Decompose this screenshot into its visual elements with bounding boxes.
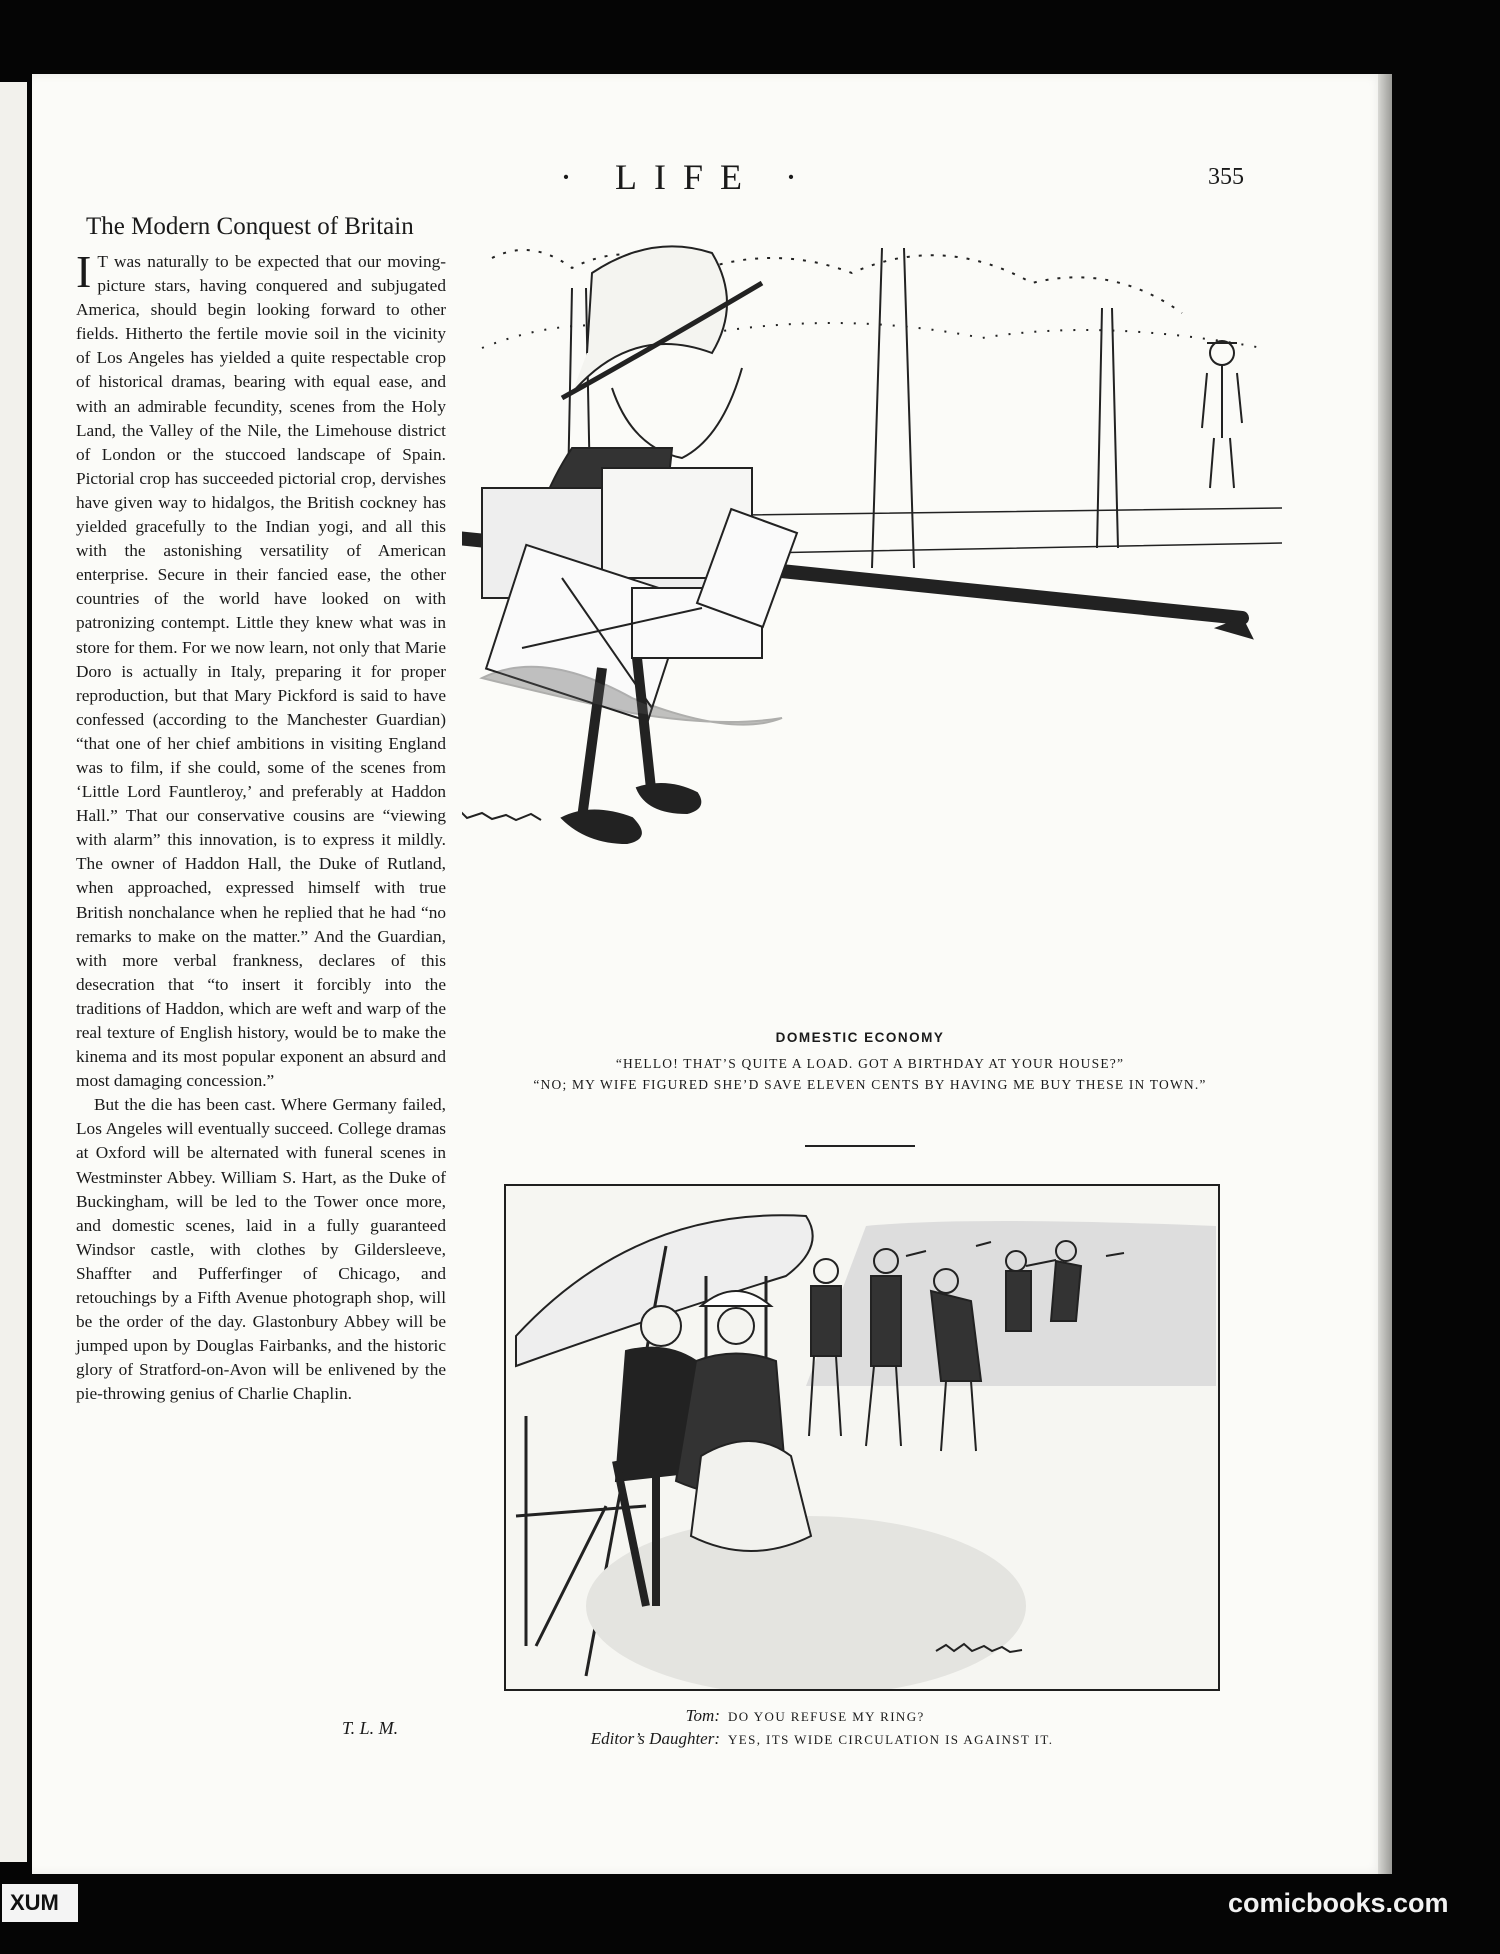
page-number: 355 xyxy=(1208,164,1244,190)
page-gutter-shadow xyxy=(1378,74,1392,1874)
watermark-site: comicbooks.com xyxy=(1228,1888,1449,1918)
beach-caption-line-1: DO YOU REFUSE MY RING? xyxy=(728,1709,925,1724)
article-title: The Modern Conquest of Britain xyxy=(86,213,414,240)
scan-stamp: XUM xyxy=(2,1884,78,1922)
previous-page-edge xyxy=(0,82,27,1862)
beach-caption-row-1 xyxy=(560,1705,1260,1728)
domestic-economy-caption xyxy=(520,1053,1220,1095)
beach-ring-illustration xyxy=(504,1184,1220,1691)
speaker-tom: Tom: xyxy=(685,1706,720,1725)
article-body xyxy=(76,246,446,1407)
article-paragraph-1 xyxy=(76,246,446,1093)
beach-caption-line-2: YES, ITS WIDE CIRCULATION IS AGAINST IT. xyxy=(728,1732,1054,1747)
article-paragraph-2: But the die has been cast. Where Germany failed, Los Angeles will eventually succeed. College dramas at Oxford will be alternated with funeral scenes in Westminster Abbey. William S. Hart, as the Duke of Buckingham, will be led to the Tower once more, and domestic scenes, laid in a fully guaranteed Windsor castle, with clothes by Gildersleeve, Shaffter and Pufferfinger of Chicago, and retouchings by a Fifth Avenue photograph shop, will be the order of the day. Glastonbury Abbey will be jumped upon by Douglas Fairbanks, and the historic glory of Stratford-on-Avon will be enlivened by the pie-throwing genius of Charlie Chaplin. xyxy=(76,1095,446,1404)
drop-cap: I xyxy=(76,246,92,297)
article-signature: T. L. M. xyxy=(342,1718,399,1738)
domestic-economy-caption-line-1: “HELLO! THAT’S QUITE A LOAD. GOT A BIRTHDAY AT YOUR HOUSE?” xyxy=(615,1056,1125,1071)
domestic-economy-illustration xyxy=(462,228,1314,1018)
article-paragraph-1-text: T was naturally to be expected that our moving-picture stars, having conquered and subjugated America, should begin looking forward to other fields. Hitherto the fertile movie soil in the vicinity of Los Angeles has yielded a quite respectable crop of historical dramas, bearing with equal ease, and with an admirable fecundity, scenes from the Holy Land, the Valley of the Nile, the Limehouse district of London or the stuccoed landscape of Spain. Pictorial crop has succeeded pictorial crop, dervishes have given way to hidalgos, the British cockney has yielded gracefully to the Indian yogi, and all this with the astonishing versatility of American enterprise. Secure in their fancied ease, the other countries of the world have looked on with patronizing contempt. Little they knew what was in store for them. For we now learn, not only that Marie Doro is actually in Italy, preparing it for proper reproduction, but that Mary Pickford is said to have confessed (according to the Manchester Guardian) “that one of her chief ambitions in visiting England was to film, if she could, some of the scenes from ‘Little Lord Fauntleroy,’ and preferably at Haddon Hall.” That our conservative cousins are “viewing with alarm” this innovation, is to express it mildly. The owner of Haddon Hall, the Duke of Rutland, when approached, expressed himself with true British nonchalance when he replied that he had “no remarks to make on the matter.” And the Guardian, with more verbal frankness, declares of this desecration that “to insert it forcibly into the traditions of Haddon, which are weft and warp of the real texture of English history, would be to make the kinema and its most popular exponent an absurd and most damaging concession.” xyxy=(76,252,446,1091)
domestic-economy-caption-line-2: “NO; MY WIFE FIGURED SHE’D SAVE ELEVEN CENTS BY HAVING ME BUY THESE IN TOWN.” xyxy=(533,1077,1207,1092)
masthead-title: · LIFE · xyxy=(560,157,814,197)
beach-caption-row-2 xyxy=(560,1728,1260,1751)
speaker-editors-daughter: Editor’s Daughter: xyxy=(590,1729,720,1748)
section-divider xyxy=(805,1145,915,1147)
beach-caption xyxy=(560,1705,1260,1751)
domestic-economy-caption-title: DOMESTIC ECONOMY xyxy=(775,1030,945,1045)
